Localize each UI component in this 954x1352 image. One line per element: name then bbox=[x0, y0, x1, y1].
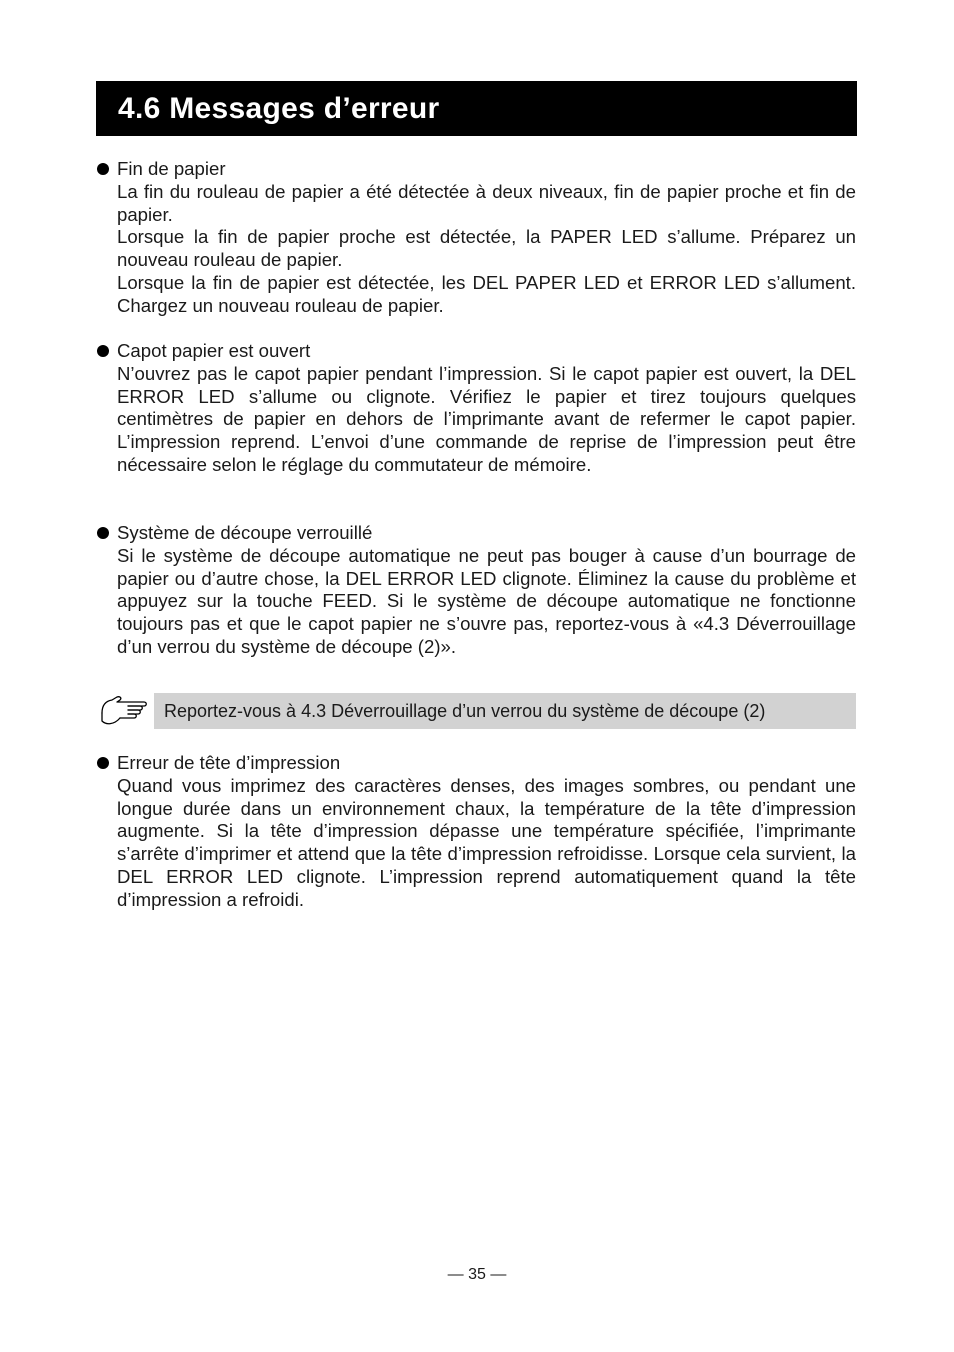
pointing-hand-icon bbox=[100, 693, 150, 731]
section-cover-open bbox=[96, 340, 856, 477]
bullet-dot bbox=[97, 757, 109, 769]
paragraph: Lorsque la fin de papier proche est détectée, la PAPER LED s’allume. Préparez un nouveau rouleau de papier. bbox=[117, 226, 856, 271]
page-title: 4.6 Messages d’erreur bbox=[118, 91, 440, 125]
paragraph: N’ouvrez pas le capot papier pendant l’impression. Si le capot papier est ouvert, la DEL ERROR LED s’allume ou clignote. Vérifiez le papier et tirez toujours quelques centimètres de papier en dehors de l’imprimante avant de refermer le capot papier. L’impression reprend. L’envoi d’une commande de reprise de l’impression peut être nécessaire selon le réglage du commutateur de mémoire. bbox=[117, 362, 856, 475]
bullet-dot bbox=[97, 527, 109, 539]
reference-note bbox=[100, 693, 857, 731]
paragraph: La fin du rouleau de papier a été détectée à deux niveaux, fin de papier proche et fin de papier. bbox=[117, 180, 856, 225]
reference-text: Reportez-vous à 4.3 Déverrouillage d’un verrou du système de découpe (2) bbox=[164, 700, 766, 721]
section-cutter-locked bbox=[96, 522, 856, 659]
bullet-dot bbox=[97, 345, 109, 357]
reference-box bbox=[154, 693, 856, 729]
section-heading: Capot papier est ouvert bbox=[96, 340, 856, 363]
section-heading: Système de découpe verrouillé bbox=[96, 522, 856, 545]
section-body bbox=[117, 545, 856, 659]
bullet-dot bbox=[97, 163, 109, 175]
page-number: — 35 — bbox=[447, 1266, 507, 1283]
paragraph: Quand vous imprimez des caractères denses, des images sombres, ou pendant une longue durée dans un environnement chaux, la température de la tête d’impression augmente. Si la tête d’impression dépasse une température spécifiée, l’imprimante s’arrête d’imprimer et attend que la tête d’impression refroidisse. Lorsque cela survient, la DEL ERROR LED clignote. L’impression reprend automatiquement quand la tête d’impression a refroidi. bbox=[117, 774, 856, 910]
section-body bbox=[117, 775, 856, 912]
section-body bbox=[117, 363, 856, 477]
section-paper-end bbox=[96, 158, 856, 318]
section-title-bar bbox=[96, 81, 857, 136]
paragraph: Si le système de découpe automatique ne peut pas bouger à cause d’un bourrage de papier ou d’autre chose, la DEL ERROR LED clignote. Éliminez la cause du problème et appuyez sur la touche FEED. Si le système de découpe automatique ne fonctionne toujours pas et que le capot papier ne s’ouvre pas, reportez-vous à «4.3 Déverrouillage d’un verrou du système de découpe (2)». bbox=[117, 544, 856, 657]
section-heading: Erreur de tête d’impression bbox=[96, 752, 856, 775]
section-head-error bbox=[96, 752, 856, 912]
section-body bbox=[117, 181, 856, 318]
paragraph: Lorsque la fin de papier est détectée, les DEL PAPER LED et ERROR LED s’allument. Chargez un nouveau rouleau de papier. bbox=[117, 271, 856, 316]
section-heading: Fin de papier bbox=[96, 158, 856, 181]
